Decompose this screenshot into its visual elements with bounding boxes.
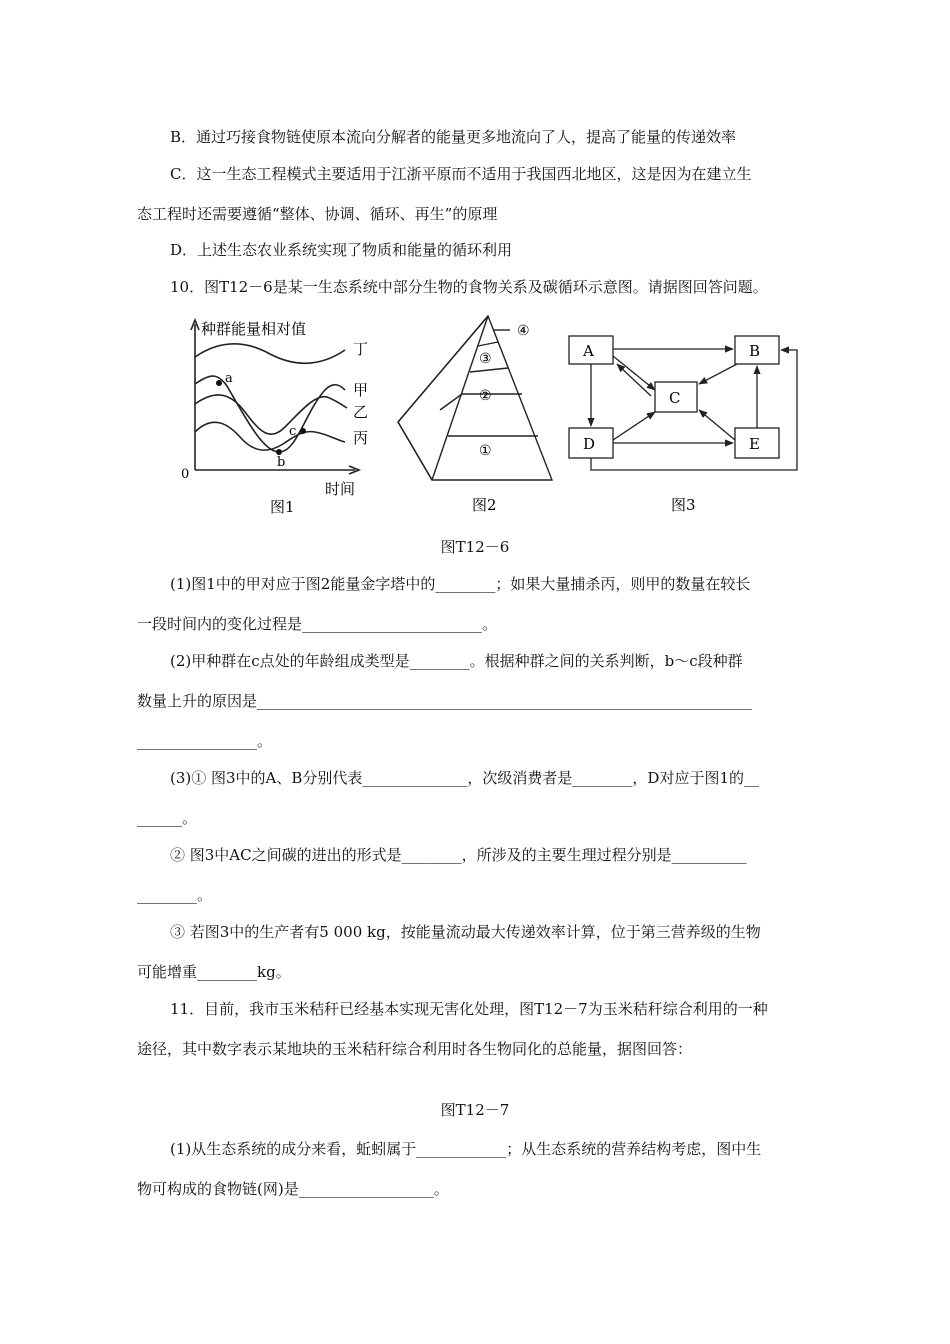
option-c-line1: C．这一生态工程模式主要适用于江浙平原而不适用于我国西北地区，这是因为在建立生 <box>170 165 752 183</box>
node-d: D <box>583 435 596 453</box>
point-a <box>216 380 222 386</box>
figure-6-caption: 图T12－6 <box>440 538 510 556</box>
figure-7-caption: 图T12－7 <box>440 1101 510 1119</box>
q10-part2-line3: ________________。 <box>137 732 273 750</box>
q10-part3-line4: ________。 <box>137 886 213 904</box>
q10-part3-line6: 可能增重________kg。 <box>137 963 291 981</box>
point-b-label: b <box>277 455 286 470</box>
fig3-caption: 图3 <box>671 496 696 514</box>
node-a: A <box>583 342 594 360</box>
level-3-label: ③ <box>479 351 492 367</box>
level-4-label: ④ <box>517 323 530 339</box>
level-1-label: ① <box>479 443 492 459</box>
option-b: B．通过巧接食物链使原本流向分解者的能量更多地流向了人，提高了能量的传递效率 <box>170 128 737 146</box>
node-b: B <box>749 342 761 360</box>
series-bing-label: 丙 <box>353 429 369 447</box>
q10-part2-line1: (2)甲种群在c点处的年龄组成类型是________。根据种群之间的关系判断，b～c段种群 <box>170 652 743 670</box>
node-e: E <box>749 435 760 453</box>
fig1-origin: 0 <box>181 467 190 482</box>
fig1-xlabel: 时间 <box>325 480 356 498</box>
figure-3-carbon-cycle <box>565 328 810 522</box>
series-ding-label: 丁 <box>353 340 369 358</box>
series-yi-label: 乙 <box>353 403 369 421</box>
q11-part1-line2: 物可构成的食物链(网)是__________________。 <box>137 1180 449 1198</box>
question-11-line2: 途径，其中数字表示某地块的玉米秸秆综合利用时各生物同化的总能量，据图回答： <box>137 1040 693 1058</box>
question-10: 10．图T12－6是某一生态系统中部分生物的食物关系及碳循环示意图。请据图回答问题。 <box>170 278 768 296</box>
fig2-caption: 图2 <box>472 496 497 514</box>
q10-part3-line1: (3)① 图3中的A、B分别代表______________，次级消费者是________，D对应于图1的__ <box>170 769 759 787</box>
q10-part1-line2: 一段时间内的变化过程是________________________。 <box>137 615 498 633</box>
level-2-label: ② <box>479 388 492 404</box>
option-d: D．上述生态农业系统实现了物质和能量的循环利用 <box>170 241 513 259</box>
series-jia-label: 甲 <box>353 381 369 399</box>
option-c-line2: 态工程时还需要遵循“整体、协调、循环、再生”的原理 <box>137 205 498 223</box>
point-c-label: c <box>289 424 297 439</box>
figure-1-population-curves <box>175 312 375 522</box>
q11-part1-line1: (1)从生态系统的成分来看，蚯蚓属于____________；从生态系统的营养结构考虑，图中生 <box>170 1140 762 1158</box>
fig1-caption: 图1 <box>270 498 295 516</box>
q10-part3-line3: ② 图3中AC之间碳的进出的形式是________，所涉及的主要生理过程分别是__________ <box>170 846 747 864</box>
point-c <box>300 428 306 434</box>
fig1-ylabel: 种群能量相对值 <box>201 320 307 338</box>
question-11-line1: 11．目前，我市玉米秸秆已经基本实现无害化处理，图T12－7为玉米秸秆综合利用的一种 <box>170 1000 768 1018</box>
node-c: C <box>669 389 681 407</box>
q10-part3-line5: ③ 若图3中的生产者有5 000 kg，按能量流动最大传递效率计算，位于第三营养级的生物 <box>170 923 761 941</box>
q10-part1-line1: (1)图1中的甲对应于图2能量金字塔中的________；如果大量捕杀丙，则甲的数量在较长 <box>170 575 751 593</box>
q10-part2-line2: 数量上升的原因是__________________________________________________________________ <box>137 692 753 710</box>
figure-2-energy-pyramid <box>390 310 560 522</box>
q10-part3-line2: ______。 <box>137 809 198 827</box>
point-a-label: a <box>225 371 233 386</box>
